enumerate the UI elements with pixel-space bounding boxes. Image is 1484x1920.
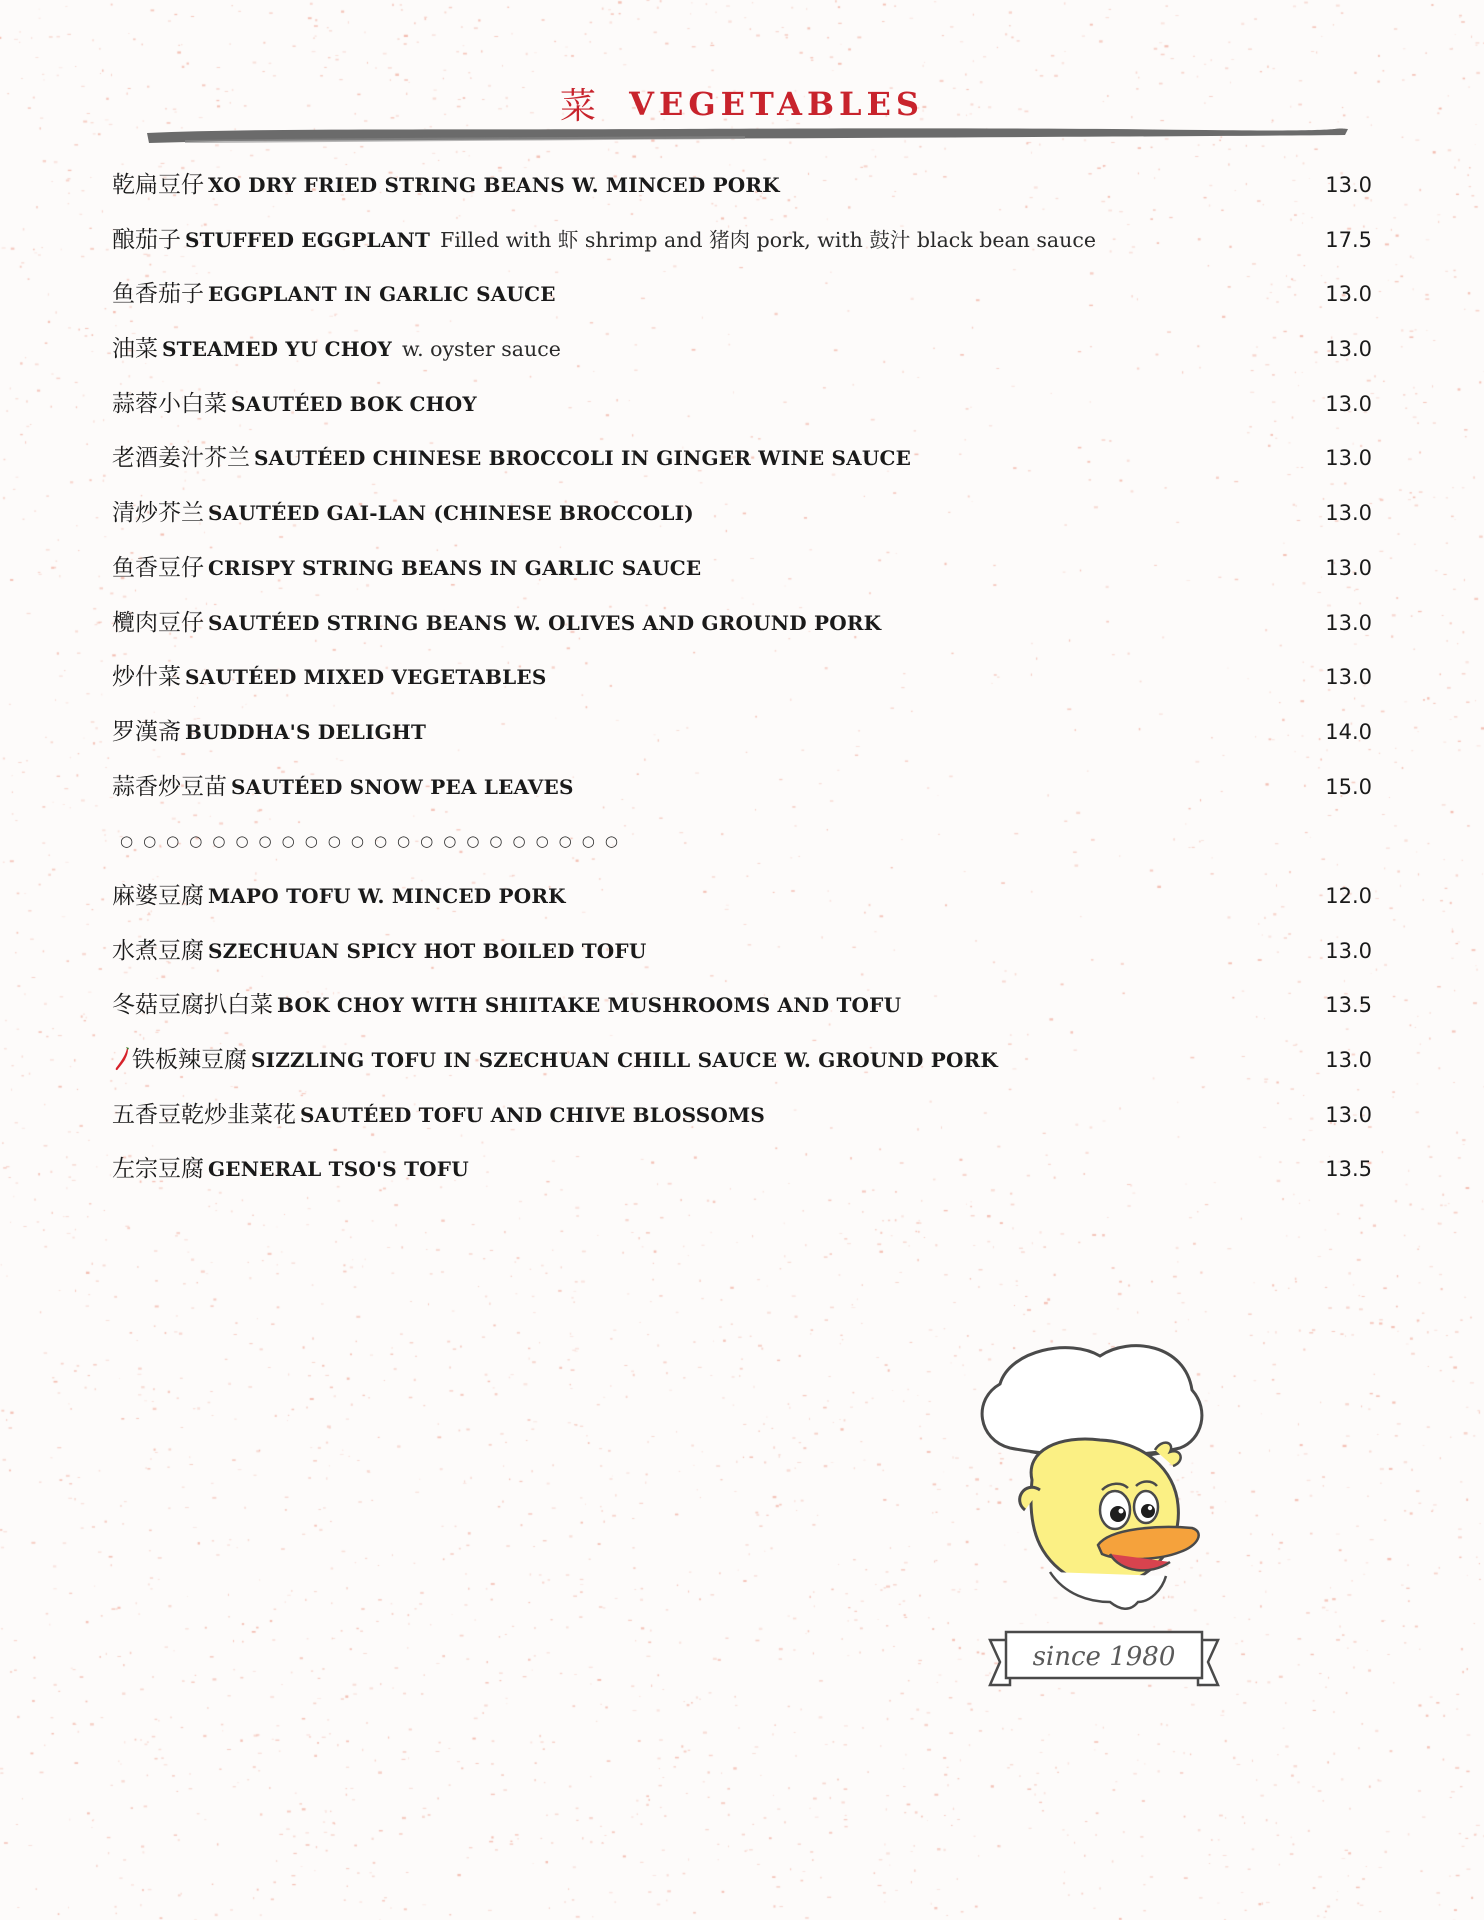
item-price: 14.0 [1325, 719, 1372, 744]
item-name-chinese: 蒜蓉小白菜 [112, 390, 227, 417]
item-name: XO DRY FRIED STRING BEANS W. MINCED PORK [208, 173, 780, 197]
item-name: SIZZLING TOFU IN SZECHUAN CHILL SAUCE W. GROUND PORK [251, 1048, 999, 1072]
item-name-chinese: 冬菇豆腐扒白菜 [112, 992, 273, 1019]
menu-item [112, 1142, 1372, 1197]
vegetable-items [112, 158, 1372, 814]
item-price: 13.0 [1325, 282, 1372, 307]
menu-item [112, 158, 1372, 213]
item-name-chinese: 水煮豆腐 [112, 937, 204, 964]
item-name-chinese: 酿茄子 [112, 226, 181, 253]
menu-item [112, 431, 1372, 486]
section-title-chinese: 菜 [560, 86, 597, 127]
item-price: 13.0 [1325, 173, 1372, 197]
item-name: SZECHUAN SPICY HOT BOILED TOFU [208, 938, 647, 963]
item-price: 13.0 [1325, 501, 1372, 526]
item-price: 13.0 [1325, 1102, 1372, 1127]
item-name: BUDDHA'S DELIGHT [185, 719, 427, 744]
brush-stroke-divider [145, 124, 1350, 146]
item-name: STEAMED YU CHOY [162, 337, 392, 362]
menu-item [112, 596, 1372, 651]
item-name: SAUTÉED BOK CHOY [231, 391, 477, 416]
item-price: 13.5 [1325, 993, 1372, 1018]
item-name-chinese: 左宗豆腐 [112, 1156, 204, 1183]
item-name-chinese: 罗漢斋 [112, 718, 181, 745]
item-price: 13.0 [1325, 610, 1372, 635]
item-name: BOK CHOY WITH SHIITAKE MUSHROOMS AND TOFU [277, 993, 902, 1018]
since-banner-text: since 1980 [1032, 1642, 1176, 1672]
item-name: STUFFED EGGPLANT [185, 227, 431, 252]
item-name: SAUTÉED STRING BEANS W. OLIVES AND GROUND PORK [208, 610, 882, 635]
item-price: 15.0 [1325, 774, 1372, 799]
item-price: 12.0 [1325, 883, 1372, 908]
item-description: w. oyster sauce [401, 337, 561, 362]
item-price: 13.0 [1325, 938, 1372, 963]
menu-item [112, 541, 1372, 596]
item-name-chinese: 欖肉豆仔 [112, 609, 204, 636]
circle-divider: ○○○○○○○○○○○○○○○○○○○○○○ [120, 832, 628, 851]
menu-item [112, 924, 1372, 979]
item-name-chinese: 炒什菜 [112, 664, 181, 691]
item-name-chinese: 麻婆豆腐 [112, 882, 204, 909]
item-price: 13.0 [1325, 446, 1372, 471]
item-name: SAUTÉED GAI-LAN (CHINESE BROCCOLI) [208, 501, 694, 526]
item-name: GENERAL TSO'S TOFU [208, 1157, 469, 1182]
menu-item [112, 760, 1372, 815]
section-header [0, 78, 1484, 129]
menu-item [112, 486, 1372, 541]
menu-item [112, 869, 1372, 924]
item-price: 13.0 [1325, 391, 1372, 416]
menu-item [112, 650, 1372, 705]
menu-item [112, 267, 1372, 322]
chili-pepper-icon [112, 1046, 130, 1072]
item-name: EGGPLANT IN GARLIC SAUCE [208, 282, 556, 307]
item-name-chinese: 油菜 [112, 336, 158, 363]
item-name-chinese: 蒜香炒豆苗 [112, 773, 227, 800]
item-name: SAUTÉED SNOW PEA LEAVES [231, 774, 574, 799]
item-name-chinese: 鱼香茄子 [112, 281, 204, 308]
menu-item [112, 705, 1372, 760]
item-name-chinese: 五香豆乾炒韭菜花 [112, 1101, 296, 1128]
item-name-chinese: 老酒姜汁芥兰 [112, 445, 250, 472]
tofu-items [112, 869, 1372, 1197]
menu-item [112, 213, 1372, 268]
menu-item [112, 1033, 1372, 1088]
section-title: VEGETABLES [629, 84, 924, 123]
item-price: 13.0 [1325, 337, 1372, 362]
item-name: CRISPY STRING BEANS IN GARLIC SAUCE [208, 555, 702, 580]
item-name-chinese: 鱼香豆仔 [112, 554, 204, 581]
menu-item [112, 978, 1372, 1033]
item-name: SAUTÉED CHINESE BROCCOLI IN GINGER WINE SAUCE [254, 446, 912, 471]
item-price: 13.0 [1325, 555, 1372, 580]
item-name-chinese: 铁板辣豆腐 [132, 1047, 247, 1073]
item-price: 13.5 [1325, 1157, 1372, 1182]
item-price: 13.0 [1325, 665, 1372, 690]
item-name-chinese: 乾扁豆仔 [112, 172, 204, 198]
item-name: MAPO TOFU W. MINCED PORK [208, 883, 566, 908]
menu-item [112, 377, 1372, 432]
item-description: Filled with 虾 shrimp and 猪肉 pork, with 鼓汁 black bean sauce [440, 227, 1096, 252]
item-price: 17.5 [1325, 227, 1372, 252]
item-name-chinese: 清炒芥兰 [112, 500, 204, 527]
menu-item [112, 1088, 1372, 1143]
menu-item [112, 322, 1372, 377]
item-name: SAUTÉED TOFU AND CHIVE BLOSSOMS [300, 1102, 766, 1127]
item-price: 13.0 [1325, 1048, 1372, 1072]
item-name: SAUTÉED MIXED VEGETABLES [185, 665, 547, 690]
chef-duck-mascot [970, 1340, 1230, 1730]
menu-list [112, 158, 1372, 1197]
